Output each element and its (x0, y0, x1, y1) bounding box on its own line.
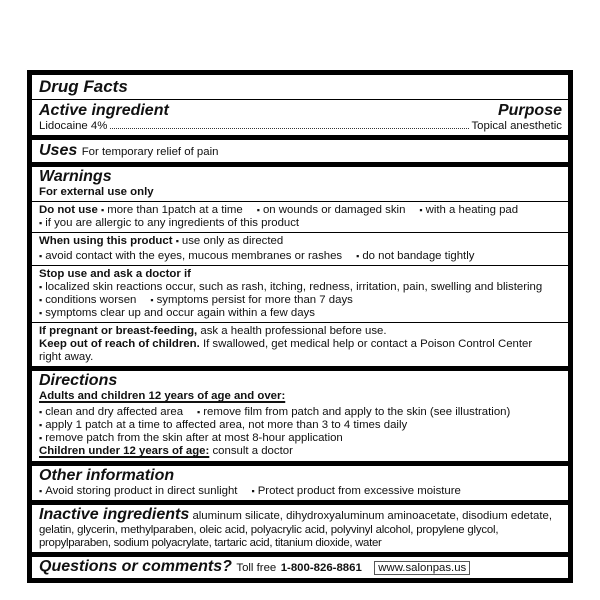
inactive-text: propylparaben, sodium polyacrylate, tartaric acid, titanium dioxide, water (39, 537, 382, 549)
purpose-heading: Purpose (497, 102, 562, 119)
direction-item: ▪ clean and dry affected area (39, 406, 183, 418)
warning-item: ▪ do not bandage tightly (356, 250, 474, 262)
other-item: ▪ Protect product from excessive moisture (251, 485, 460, 497)
ingredient-purpose: Topical anesthetic (471, 120, 562, 132)
warning-item: ▪ if you are allergic to any ingredients of this product (39, 217, 299, 229)
inactive-ingredients-section (32, 500, 568, 552)
inactive-ingredients-heading: Inactive ingredients (39, 506, 190, 523)
warning-item: ▪ avoid contact with the eyes, mucous membranes or rashes (39, 250, 342, 262)
uses-section (32, 135, 568, 162)
active-ingredient-section (32, 75, 568, 135)
when-using-label: When using this product (39, 235, 173, 247)
keep-out-text-cont: right away. (39, 351, 94, 363)
inactive-text: gelatin, glycerin, methylparaben, oleic acid, polyacrylic acid, polyvinyl alcohol, propylene glycol, (39, 524, 499, 536)
keep-out-text: If swallowed, get medical help or contact a Poison Control Center (202, 338, 533, 350)
external-use-text: For external use only (39, 186, 154, 198)
pregnant-text: ask a health professional before use. (200, 325, 387, 337)
warning-item: ▪ more than 1patch at a time (101, 204, 243, 216)
divider (32, 265, 568, 266)
directions-heading: Directions (39, 372, 118, 389)
uses-heading: Uses (39, 142, 78, 159)
questions-heading: Questions or comments? (39, 558, 232, 575)
divider (32, 322, 568, 323)
warning-item: ▪ conditions worsen (39, 294, 136, 306)
toll-free-label: Toll free (236, 562, 277, 574)
drug-facts-title: Drug Facts (39, 77, 128, 96)
warning-item: ▪ localized skin reactions occur, such as rash, itching, redness, irritation, pain, swelling and blistering (39, 281, 542, 293)
ingredient-name: Lidocaine 4% (39, 120, 108, 132)
other-information-heading: Other information (39, 467, 175, 484)
warning-item: ▪ use only as directed (176, 235, 284, 247)
questions-section (32, 552, 568, 578)
direction-item: ▪ remove film from patch and apply to the skin (see illustration) (197, 406, 510, 418)
do-not-use-label: Do not use (39, 204, 98, 216)
active-ingredient-heading: Active ingredient (39, 102, 169, 119)
inactive-text: aluminum silicate, dihydroxyaluminum aminoacetate, disodium edetate, (192, 510, 553, 522)
directions-section (32, 366, 568, 461)
children-label: Children under 12 years of age: (39, 445, 210, 457)
warning-item: ▪ with a heating pad (419, 204, 518, 216)
pregnant-label: If pregnant or breast-feeding, (39, 325, 198, 337)
warnings-heading: Warnings (39, 168, 112, 185)
divider (32, 201, 568, 202)
other-item: ▪ Avoid storing product in direct sunlight (39, 485, 237, 497)
warnings-section (32, 162, 568, 366)
warning-item: ▪ on wounds or damaged skin (257, 204, 406, 216)
uses-text: For temporary relief of pain (81, 146, 219, 158)
children-text: consult a doctor (212, 445, 293, 457)
drug-facts-panel (27, 70, 573, 583)
stop-use-label: Stop use and ask a doctor if (39, 268, 191, 280)
direction-item: ▪ remove patch from the skin after at most 8-hour application (39, 432, 343, 444)
other-information-section (32, 461, 568, 500)
dot-leader (110, 128, 469, 129)
phone-number: 1-800-826-8861 (280, 562, 362, 574)
keep-out-label: Keep out of reach of children. (39, 338, 200, 350)
divider (32, 232, 568, 233)
direction-item: ▪ apply 1 patch at a time to affected area, not more than 3 to 4 times daily (39, 419, 407, 431)
divider (32, 99, 568, 100)
adults-label: Adults and children 12 years of age and over: (39, 390, 286, 402)
warning-item: ▪ symptoms persist for more than 7 days (150, 294, 352, 306)
website-link[interactable]: www.salonpas.us (374, 561, 470, 575)
warning-item: ▪ symptoms clear up and occur again within a few days (39, 307, 315, 319)
